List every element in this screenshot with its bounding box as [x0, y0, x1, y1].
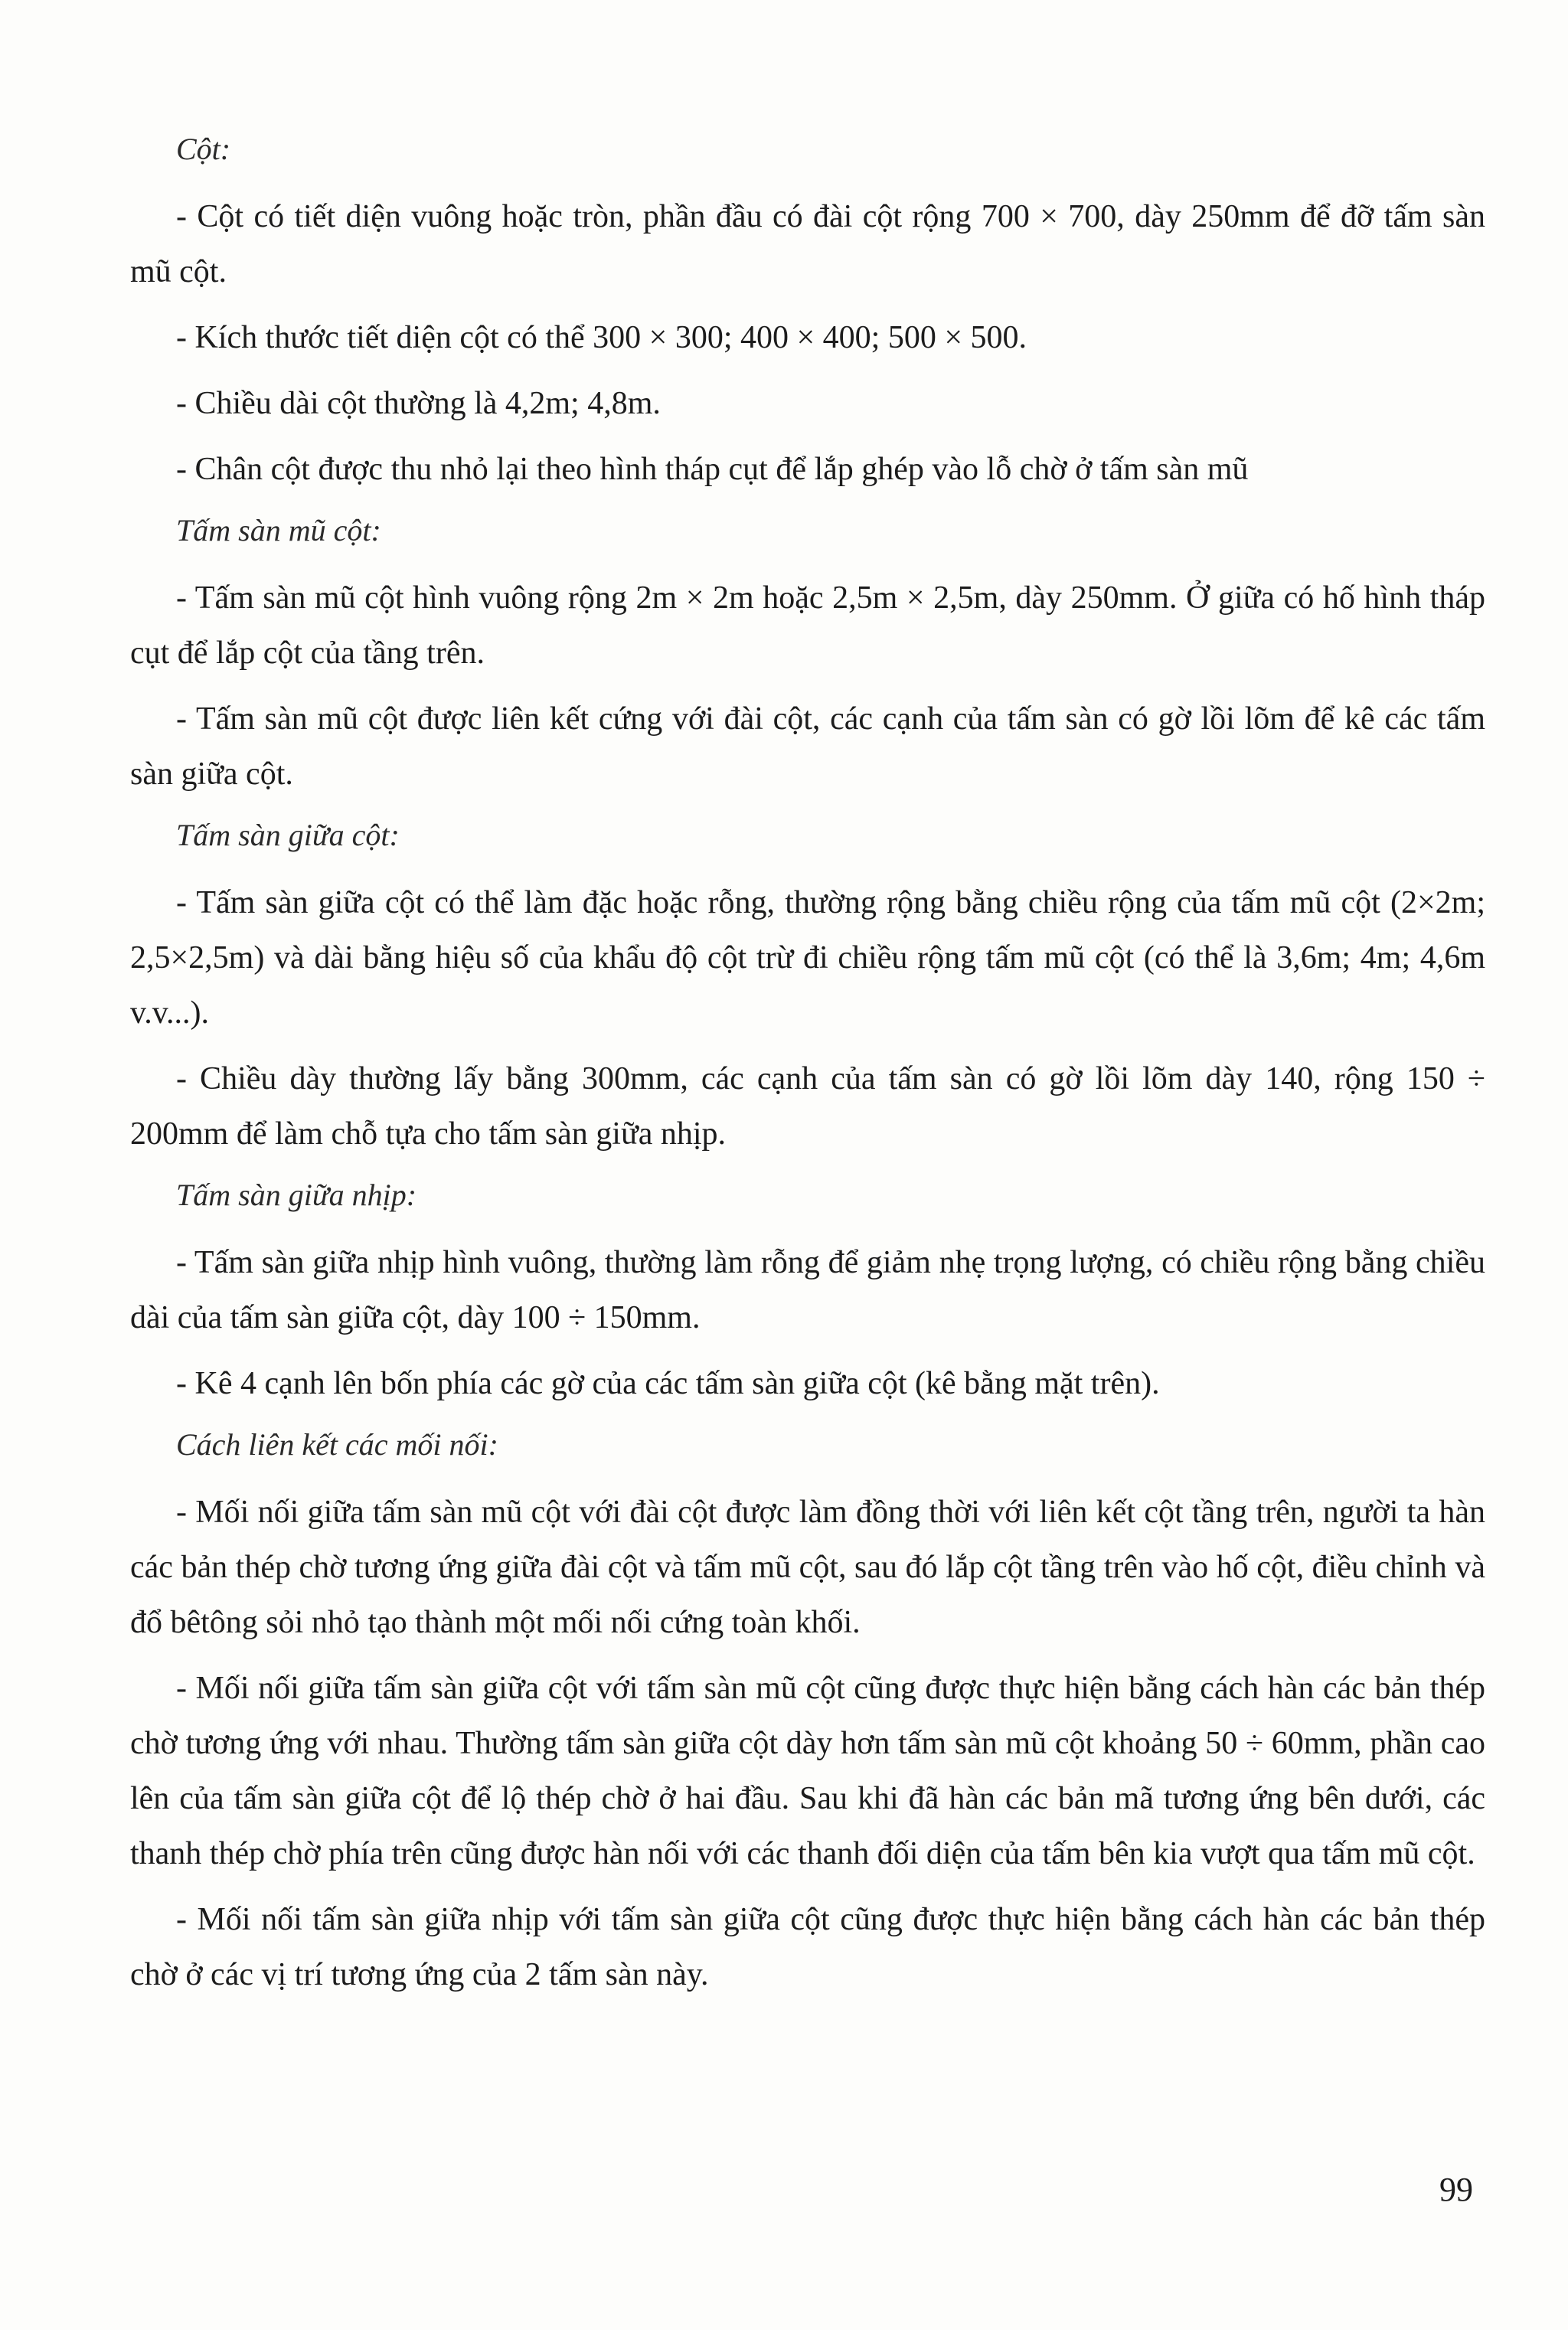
section-lien-ket-moi-noi [130, 1422, 1485, 2002]
section-heading: Tấm sàn giữa cột: [176, 818, 400, 852]
paragraph: - Tấm sàn giữa nhịp hình vuông, thường làm rỗng để giảm nhẹ trọng lượng, có chiều rộng bằng chiều dài của tấm sàn giữa cột, dày 100 ÷ 150mm. [130, 1245, 1485, 1335]
paragraph: - Mối nối tấm sàn giữa nhịp với tấm sàn giữa cột cũng được thực hiện bằng cách hàn các bản thép chờ ở các vị trí tương ứng của 2 tấm sàn này. [130, 1902, 1485, 1992]
section-tam-san-mu-cot [130, 508, 1485, 802]
paragraph: - Tấm sàn mũ cột được liên kết cứng với đài cột, các cạnh của tấm sàn có gờ lồi lõm để kê các tấm sàn giữa cột. [130, 701, 1485, 792]
paragraph: - Chiều dài cột thường là 4,2m; 4,8m. [176, 386, 661, 421]
section-tam-san-giua-cot [130, 812, 1485, 1162]
paragraph: - Kích thước tiết diện cột có thể 300 × 300; 400 × 400; 500 × 500. [176, 320, 1027, 355]
section-heading: Cách liên kết các mối nối: [176, 1427, 498, 1462]
paragraph: - Tấm sàn mũ cột hình vuông rộng 2m × 2m hoặc 2,5m × 2,5m, dày 250mm. Ở giữa có hố hình tháp cụt để lắp cột của tầng trên. [130, 580, 1485, 671]
page-content [130, 126, 1485, 2013]
section-heading: Tấm sàn giữa nhịp: [176, 1178, 417, 1212]
paragraph: - Tấm sàn giữa cột có thể làm đặc hoặc rỗng, thường rộng bằng chiều rộng của tấm mũ cột (2×2m; 2,5×2,5m) và dài bằng hiệu số của khẩu độ cột trừ đi chiều rộng tấm mũ cột (có thể là 3,6m; 4m; 4,6m v.v...). [130, 885, 1485, 1031]
paragraph: - Kê 4 cạnh lên bốn phía các gờ của các tấm sàn giữa cột (kê bằng mặt trên). [176, 1366, 1160, 1401]
section-heading: Cột: [176, 132, 231, 166]
section-cot [130, 126, 1485, 497]
paragraph: - Chân cột được thu nhỏ lại theo hình tháp cụt để lắp ghép vào lỗ chờ ở tấm sàn mũ [176, 452, 1249, 487]
paragraph: - Cột có tiết diện vuông hoặc tròn, phần đầu có đài cột rộng 700 × 700, dày 250mm để đỡ tấm sàn mũ cột. [130, 199, 1485, 289]
paragraph: - Mối nối giữa tấm sàn giữa cột với tấm sàn mũ cột cũng được thực hiện bằng cách hàn các bản thép chờ tương ứng với nhau. Thường tấm sàn giữa cột dày hơn tấm sàn mũ cột khoảng 50 ÷ 60mm, phần cao lên của tấm sàn giữa cột để lộ thép chờ ở hai đầu. Sau khi đã hàn các bản mã tương ứng bên dưới, các thanh thép chờ phía trên cũng được hàn nối với các thanh đối diện của tấm bên kia vượt qua tấm mũ cột. [130, 1671, 1485, 1871]
section-heading: Tấm sàn mũ cột: [176, 513, 381, 547]
page-number: 99 [1439, 2171, 1473, 2208]
section-tam-san-giua-nhip [130, 1172, 1485, 1411]
paragraph: - Mối nối giữa tấm sàn mũ cột với đài cột được làm đồng thời với liên kết cột tầng trên, người ta hàn các bản thép chờ tương ứng giữa đài cột và tấm mũ cột, sau đó lắp cột tầng trên vào hố cột, điều chỉnh và đổ bêtông sỏi nhỏ tạo thành một mối nối cứng toàn khối. [130, 1495, 1485, 1640]
paragraph: - Chiều dày thường lấy bằng 300mm, các cạnh của tấm sàn có gờ lồi lõm dày 140, rộng 150 ÷ 200mm để làm chỗ tựa cho tấm sàn giữa nhịp. [130, 1061, 1485, 1152]
